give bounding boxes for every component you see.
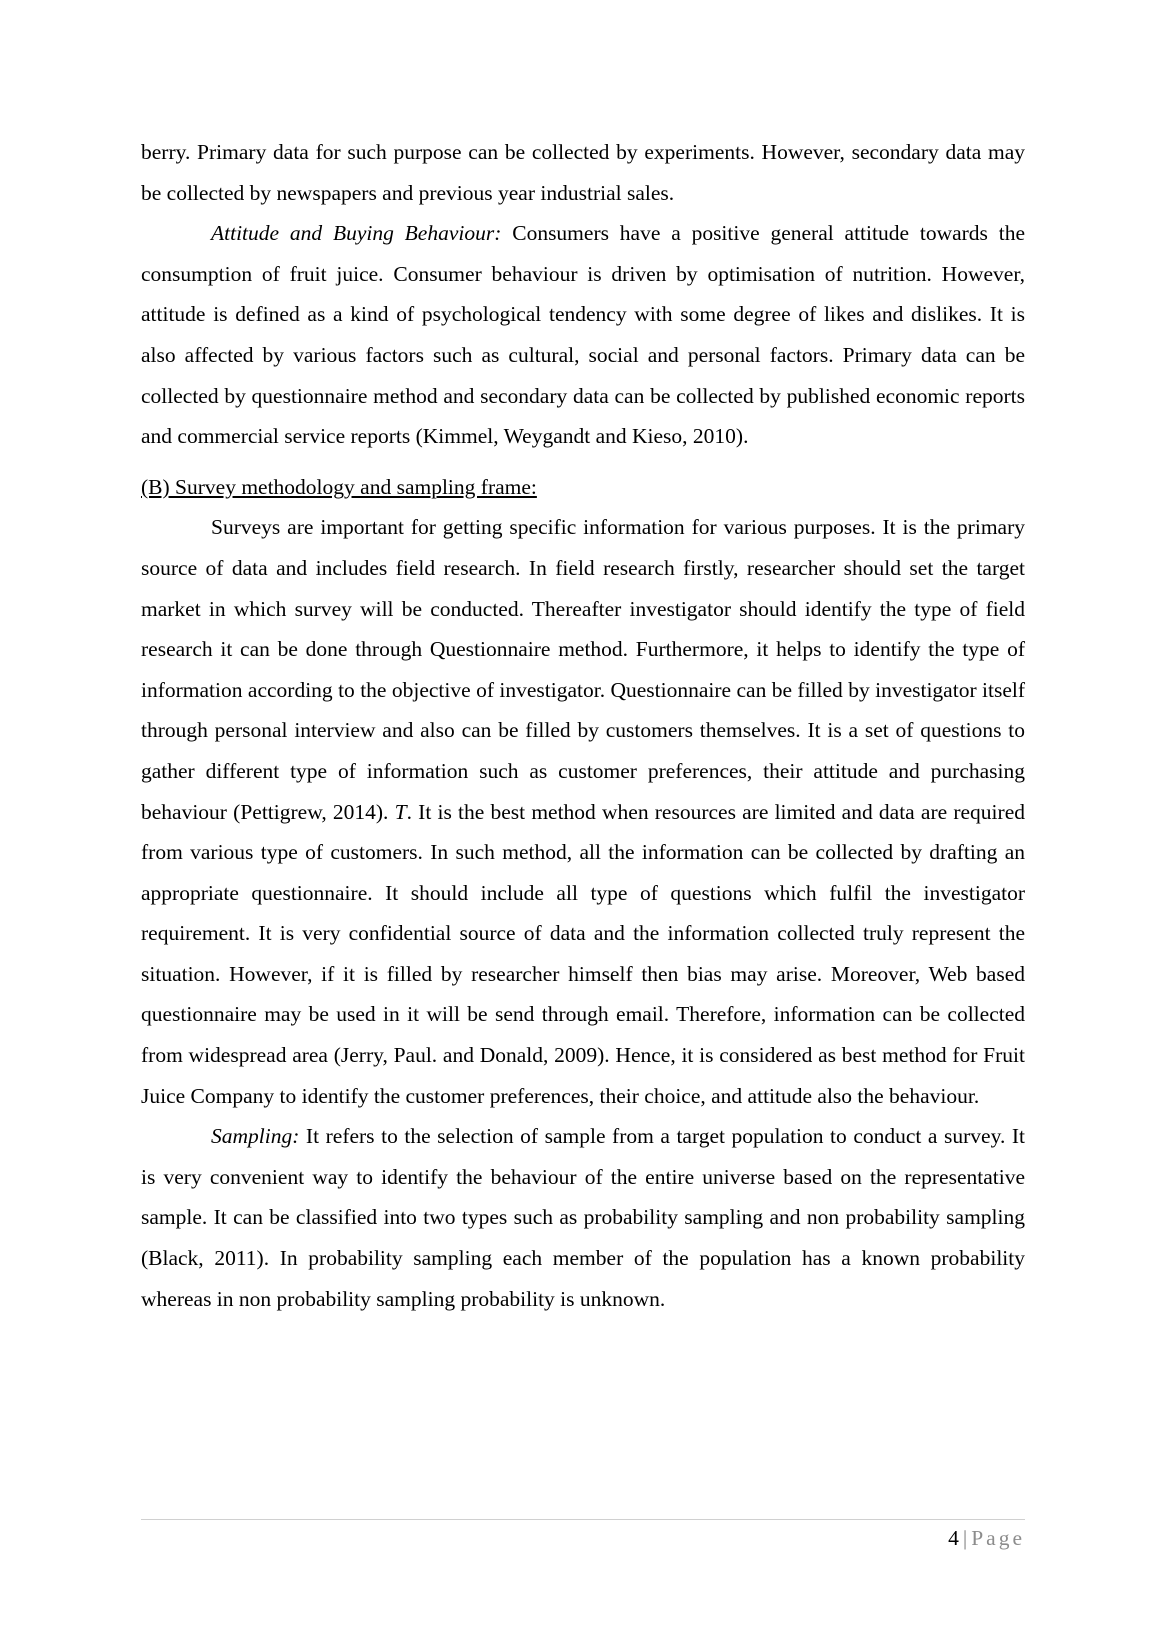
- page-footer: [141, 1522, 1025, 1554]
- footer-separator: |: [962, 1526, 968, 1550]
- surveys-italic-t: T: [394, 799, 407, 824]
- footer-divider: [141, 1519, 1025, 1520]
- sampling-lead: Sampling:: [211, 1124, 300, 1149]
- section-heading: (B) Survey methodology and sampling frame:: [141, 474, 537, 499]
- paragraph-attitude: [141, 213, 1025, 457]
- attitude-text: Consumers have a positive general attitude towards the consumption of fruit juice. Consumer behaviour is driven by optimisation of nutrition. However, attitude is defined as a kind of psychological tendency with some degree of likes and dislikes. It is also affected by various factors such as cultural, social and personal factors. Primary data can be collected by questionnaire method and secondary data can be collected by published economic reports and commercial service reports (Kimmel, Weygandt and Kieso, 2010).: [141, 221, 1025, 449]
- attitude-lead: Attitude and Buying Behaviour:: [211, 221, 502, 246]
- surveys-text-part1: Surveys are important for getting specific information for various purposes. It is the primary source of data and includes field research. In field research firstly, researcher should set the target market in which survey will be conducted. Thereafter investigator should identify the type of field research it can be done through Questionnaire method. Furthermore, it helps to identify the type of information according to the objective of investigator. Questionnaire can be filled by investigator itself through personal interview and also can be filled by customers themselves. It is a set of questions to gather different type of information such as customer preferences, their attitude and purchasing behaviour (Pettigrew, 2014).: [141, 515, 1025, 824]
- page-number: 4: [948, 1526, 959, 1550]
- page-label: Page: [971, 1526, 1025, 1550]
- paragraph-berry: berry. Primary data for such purpose can be collected by experiments. However, secondary data may be collected by newspapers and previous year industrial sales.: [141, 140, 1025, 205]
- paragraph-surveys: [141, 507, 1025, 1116]
- document-body: [141, 132, 1025, 1319]
- sampling-text: It refers to the selection of sample from a target population to conduct a survey. It is very convenient way to identify the behaviour of the entire universe based on the representative sample. It can be classified into two types such as probability sampling and non probability sampling (Black, 2011). In probability sampling each member of the population has a known probability whereas in non probability sampling probability is unknown.: [141, 1124, 1025, 1311]
- surveys-text-part2: . It is the best method when resources are limited and data are required from various type of customers. In such method, all the information can be collected by drafting an appropriate questionnaire. It should include all type of questions which fulfil the investigator requirement. It is very confidential source of data and the information collected truly represent the situation. However, if it is filled by researcher himself then bias may arise. Moreover, Web based questionnaire may be used in it will be send through email. Therefore, information can be collected from widespread area (Jerry, Paul. and Donald, 2009). Hence, it is considered as best method for Fruit Juice Company to identify the customer preferences, their choice, and attitude also the behaviour.: [141, 799, 1025, 1108]
- paragraph-sampling: [141, 1116, 1025, 1319]
